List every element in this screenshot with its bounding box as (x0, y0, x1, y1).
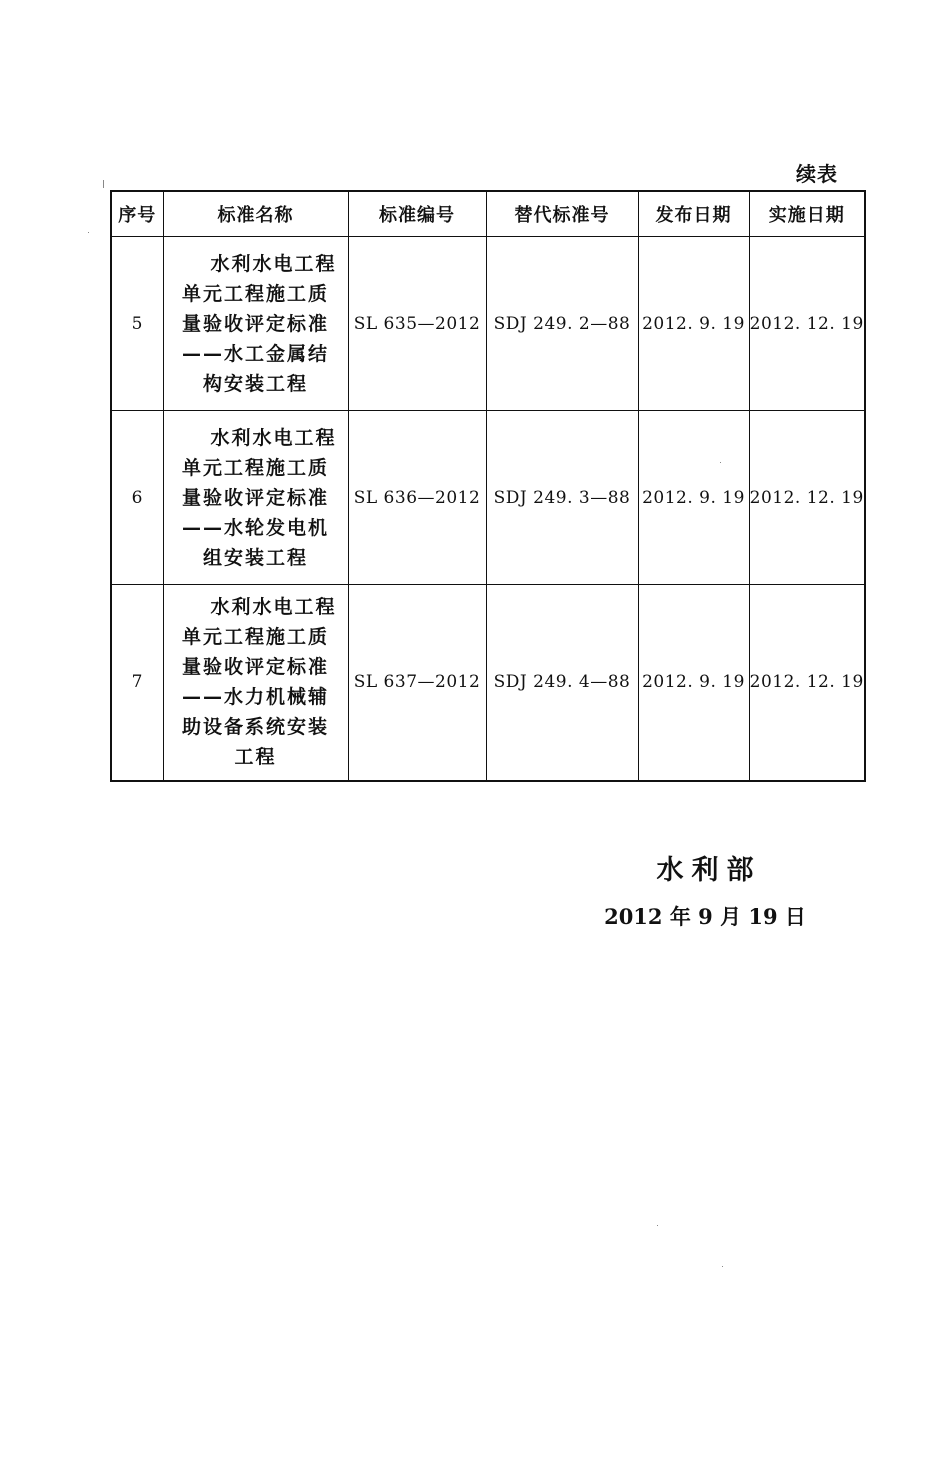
table-row (111, 585, 865, 781)
header-index: 序号 (111, 191, 163, 237)
scan-speck (722, 1266, 723, 1267)
row-issue-date: 2012. 9. 19 (638, 585, 749, 781)
row-index: 5 (111, 237, 163, 411)
row-replaced-standard: SDJ 249. 2—88 (486, 237, 638, 411)
row-index: 7 (111, 585, 163, 781)
issue-date-signature: 2012 年 9 月 19 日 (604, 904, 806, 929)
header-replaced-standard: 替代标准号 (486, 191, 638, 237)
standards-table (110, 190, 866, 782)
table-header-row (111, 191, 865, 237)
name-line: ——水力机械辅 (181, 686, 329, 709)
name-line: 量验收评定标准 (181, 486, 329, 509)
row-replaced-standard: SDJ 249. 4—88 (486, 585, 638, 781)
scan-speck (657, 1225, 658, 1226)
scan-speck (88, 232, 89, 233)
name-line: 水利水电工程 (210, 426, 337, 449)
table-continued-caption: 续表 (796, 162, 838, 186)
name-line: 组安装工程 (202, 546, 308, 569)
scan-speck (720, 462, 721, 463)
row-index: 6 (111, 411, 163, 585)
name-line: 工程 (234, 746, 277, 769)
header-standard-name: 标准名称 (163, 191, 348, 237)
scan-speck (103, 180, 104, 188)
row-standard-code: SL 636—2012 (348, 411, 486, 585)
signature-block (600, 848, 810, 931)
name-line: 单元工程施工质 (181, 282, 329, 305)
table-row (111, 411, 865, 585)
row-standard-name (163, 237, 348, 411)
row-effective-date: 2012. 12. 19 (749, 411, 865, 585)
name-line: 水利水电工程 (210, 252, 337, 275)
row-effective-date: 2012. 12. 19 (749, 585, 865, 781)
row-standard-name (163, 585, 348, 781)
row-issue-date: 2012. 9. 19 (638, 411, 749, 585)
table-row (111, 237, 865, 411)
name-line: ——水工金属结 (181, 342, 329, 365)
header-standard-code: 标准编号 (348, 191, 486, 237)
name-line: 助设备系统安装 (181, 716, 329, 739)
name-line: ——水轮发电机 (181, 516, 329, 539)
row-standard-code: SL 637—2012 (348, 585, 486, 781)
row-issue-date: 2012. 9. 19 (638, 237, 749, 411)
name-line: 单元工程施工质 (181, 456, 329, 479)
issuing-organization: 水利部 (656, 855, 762, 886)
name-line: 量验收评定标准 (181, 312, 329, 335)
name-line: 量验收评定标准 (181, 656, 329, 679)
header-issue-date: 发布日期 (638, 191, 749, 237)
name-line: 水利水电工程 (210, 596, 337, 619)
name-line: 单元工程施工质 (181, 626, 329, 649)
row-replaced-standard: SDJ 249. 3—88 (486, 411, 638, 585)
header-effective-date: 实施日期 (749, 191, 865, 237)
name-line: 构安装工程 (202, 372, 308, 395)
row-effective-date: 2012. 12. 19 (749, 237, 865, 411)
row-standard-name (163, 411, 348, 585)
row-standard-code: SL 635—2012 (348, 237, 486, 411)
